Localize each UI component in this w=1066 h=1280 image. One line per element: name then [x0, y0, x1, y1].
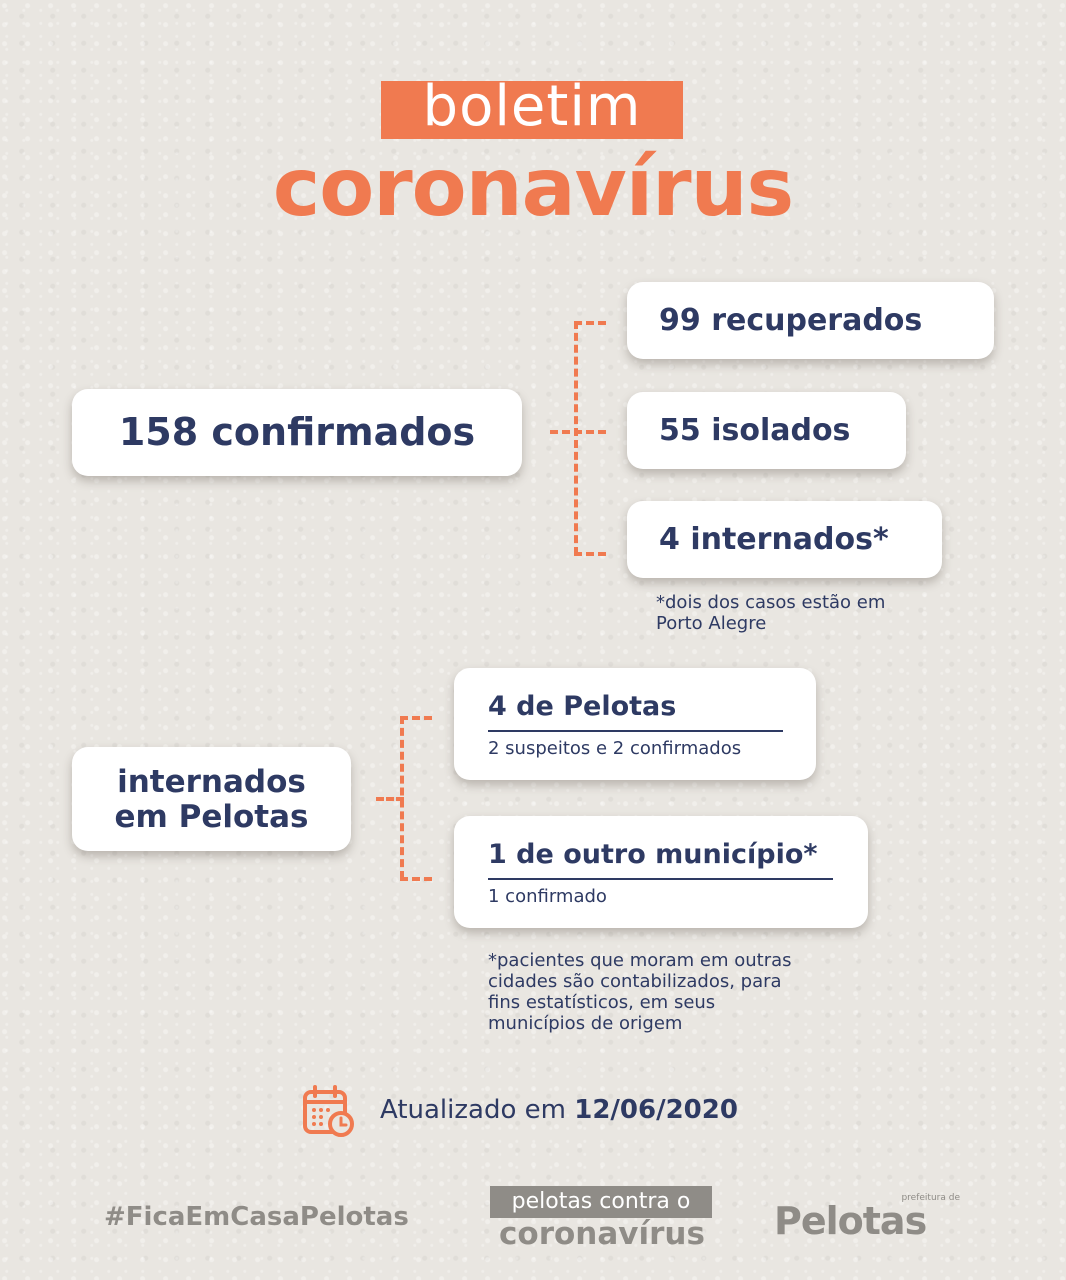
local-underline — [488, 730, 783, 732]
pelotas-label — [72, 765, 351, 835]
local-detail: 2 suspeitos e 2 confirmados — [488, 738, 742, 759]
pelotas-label-line2: em Pelotas — [114, 799, 309, 835]
local-title: 4 de Pelotas — [488, 691, 677, 722]
pelotas-note-line2: cidades são contabilizados, para — [488, 971, 782, 992]
campaign-logo — [490, 1186, 714, 1250]
confirmed-count: 158 confirmados — [118, 410, 476, 454]
hospitalized-count: 4 internados* — [659, 522, 889, 557]
other-card — [454, 816, 868, 928]
isolated-count: 55 isolados — [659, 413, 851, 448]
other-detail: 1 confirmado — [488, 886, 607, 907]
header-title-top: boletim — [422, 74, 642, 139]
pelotas-note-line3: fins estatísticos, em seus — [488, 992, 716, 1013]
recovered-card — [627, 282, 994, 359]
update-prefix: Atualizado em — [380, 1095, 575, 1125]
pelotas-label-card — [72, 747, 351, 851]
prefeitura-logo — [772, 1192, 964, 1244]
connector-vertical-summary — [574, 321, 578, 555]
connector-to-pelotas-label — [376, 797, 404, 801]
pelotas-note-line4: municípios de origem — [488, 1013, 683, 1034]
hospitalized-card — [627, 501, 942, 578]
header-title-main: coronavírus — [272, 141, 794, 234]
campaign-line2: coronavírus — [499, 1216, 705, 1252]
local-card — [454, 668, 816, 780]
isolated-card — [627, 392, 906, 469]
update-text — [380, 1093, 738, 1127]
hospitalized-note — [656, 592, 885, 634]
hospitalized-note-line2: Porto Alegre — [656, 613, 767, 634]
pelotas-label-line1: internados — [117, 764, 306, 800]
footer-hashtag: #FicaEmCasaPelotas — [104, 1202, 409, 1232]
other-underline — [488, 878, 833, 880]
connector-to-local — [400, 716, 432, 720]
connector-to-recovered — [574, 321, 606, 325]
calendar-clock-icon — [302, 1084, 354, 1138]
update-date: 12/06/2020 — [574, 1095, 738, 1125]
connector-to-confirmed — [550, 430, 606, 434]
connector-to-other — [400, 877, 432, 881]
other-title: 1 de outro município* — [488, 839, 818, 870]
campaign-line1: pelotas contra o — [490, 1186, 712, 1218]
logo-small-text: prefeitura de — [901, 1193, 960, 1203]
confirmed-card — [72, 389, 522, 476]
recovered-count: 99 recuperados — [659, 303, 923, 338]
connector-to-hospitalized — [574, 552, 606, 556]
pelotas-note-line1: *pacientes que moram em outras — [488, 950, 792, 971]
pelotas-note — [488, 950, 792, 1034]
logo-main-text: Pelotas — [774, 1199, 927, 1243]
hospitalized-note-line1: *dois dos casos estão em — [656, 592, 886, 613]
